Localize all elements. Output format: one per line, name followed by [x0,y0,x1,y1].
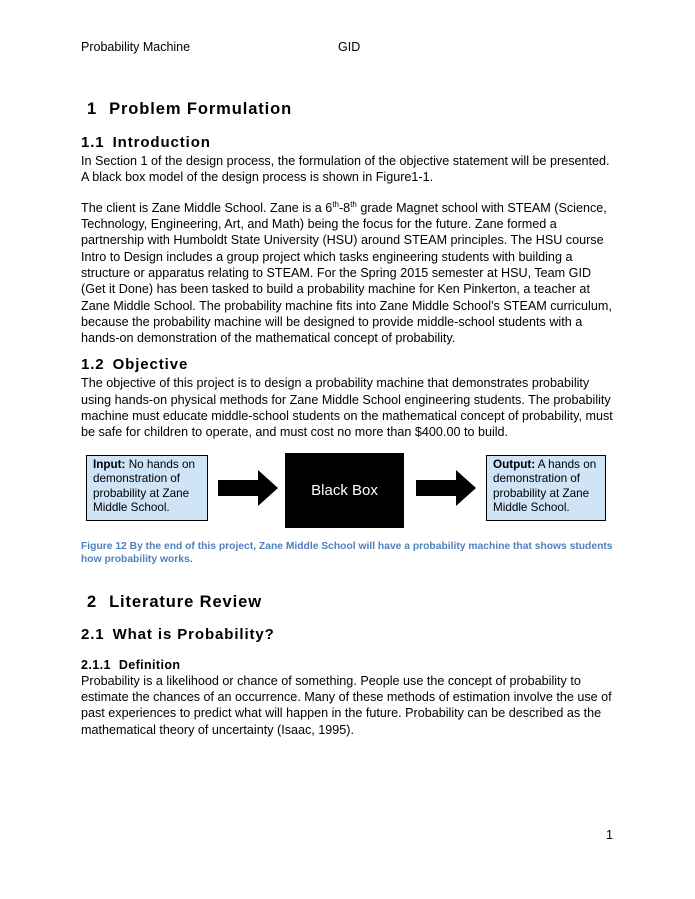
heading-number: 2 [87,592,98,611]
heading-definition [81,658,616,672]
client-text-b: -8 [338,200,351,215]
heading-introduction [81,134,616,151]
figure-caption: Figure 12 By the end of this project, Zane Middle School will have a probability machine that shows students how probability works. [81,540,613,565]
heading-number: 2.1.1 [81,657,111,672]
superscript-th: th [350,199,357,209]
header-title: Probability Machine [81,40,191,54]
heading-text: What is Probability? [112,625,275,643]
definition-paragraph: Probability is a likelihood or chance of something. People use the concept of probability to estimate the chances of an occurrence. Many of these methods of estimation involve the use of past experiences to predict what will happen in the future. Probability can be described as the mathematical theory of uncertainty (Isaac, 1995). [81,673,612,737]
heading-text: Objective [112,356,189,374]
client-paragraph [81,197,616,347]
black-box-diagram [81,455,616,541]
heading-text: Definition [118,657,181,672]
black-box: Black Box [285,453,404,528]
intro-paragraph: In Section 1 of the design process, the formulation of the objective statement will be presented. A black box model of the design process is shown in Figure1-1. [81,154,610,185]
output-label: Output: [493,457,536,471]
page-content [81,96,616,738]
heading-number: 2.1 [81,625,105,643]
heading-what-is-probability [81,626,616,643]
heading-text: Literature Review [109,592,262,611]
heading-problem-formulation [87,100,616,119]
client-text-c: grade Magnet school with STEAM (Science, Technology, Engineering, Art, and Math) being the focus for the future. Zane formed a partnership with Humboldt State University (HSU) around STEAM principles. The HSU course Intro to Design includes a group project which tasks engineering students with building a structure or apparatus relating to STEAM. For the Spring 2015 semester at HSU, Team GID (Get it Done) has been tasked to build a probability machine for Ken Pinkerton, a teacher at Zane Middle School. The probability machine fits into Zane Middle School’s STEAM curriculum, because the probability machine will be designed to provide middle-school students with a hands-on demonstration of the mathematical concept of probability. [81,200,612,346]
heading-objective [81,356,616,373]
heading-text: Introduction [112,134,211,151]
header-team: GID [338,40,361,54]
superscript-th: th [332,199,339,209]
objective-paragraph: The objective of this project is to design a probability machine that demonstrates probability using hands-on physical methods for Zane Middle School engineering students. The probability machine must educate middle-school students on the mathematical concept of probability, must be safe for children to operate, and must cost no more than $400.00 to build. [81,376,613,440]
page-number: 1 [606,828,613,842]
heading-number: 1.1 [81,134,105,151]
client-text-a: The client is Zane Middle School. Zane is a 6 [81,200,333,215]
heading-literature-review [87,593,616,612]
input-text: No hands on demonstration of probability at Zane Middle School. [93,457,195,515]
input-box [86,455,208,521]
input-label: Input: [93,457,126,471]
heading-number: 1 [87,100,98,118]
right-arrow-icon [416,470,476,506]
output-box [486,455,606,521]
heading-number: 1.2 [81,356,105,374]
heading-text: Problem Formulation [109,100,293,118]
output-text: A hands on demonstration of probability at Zane Middle School. [493,457,597,515]
right-arrow-icon [218,470,278,506]
